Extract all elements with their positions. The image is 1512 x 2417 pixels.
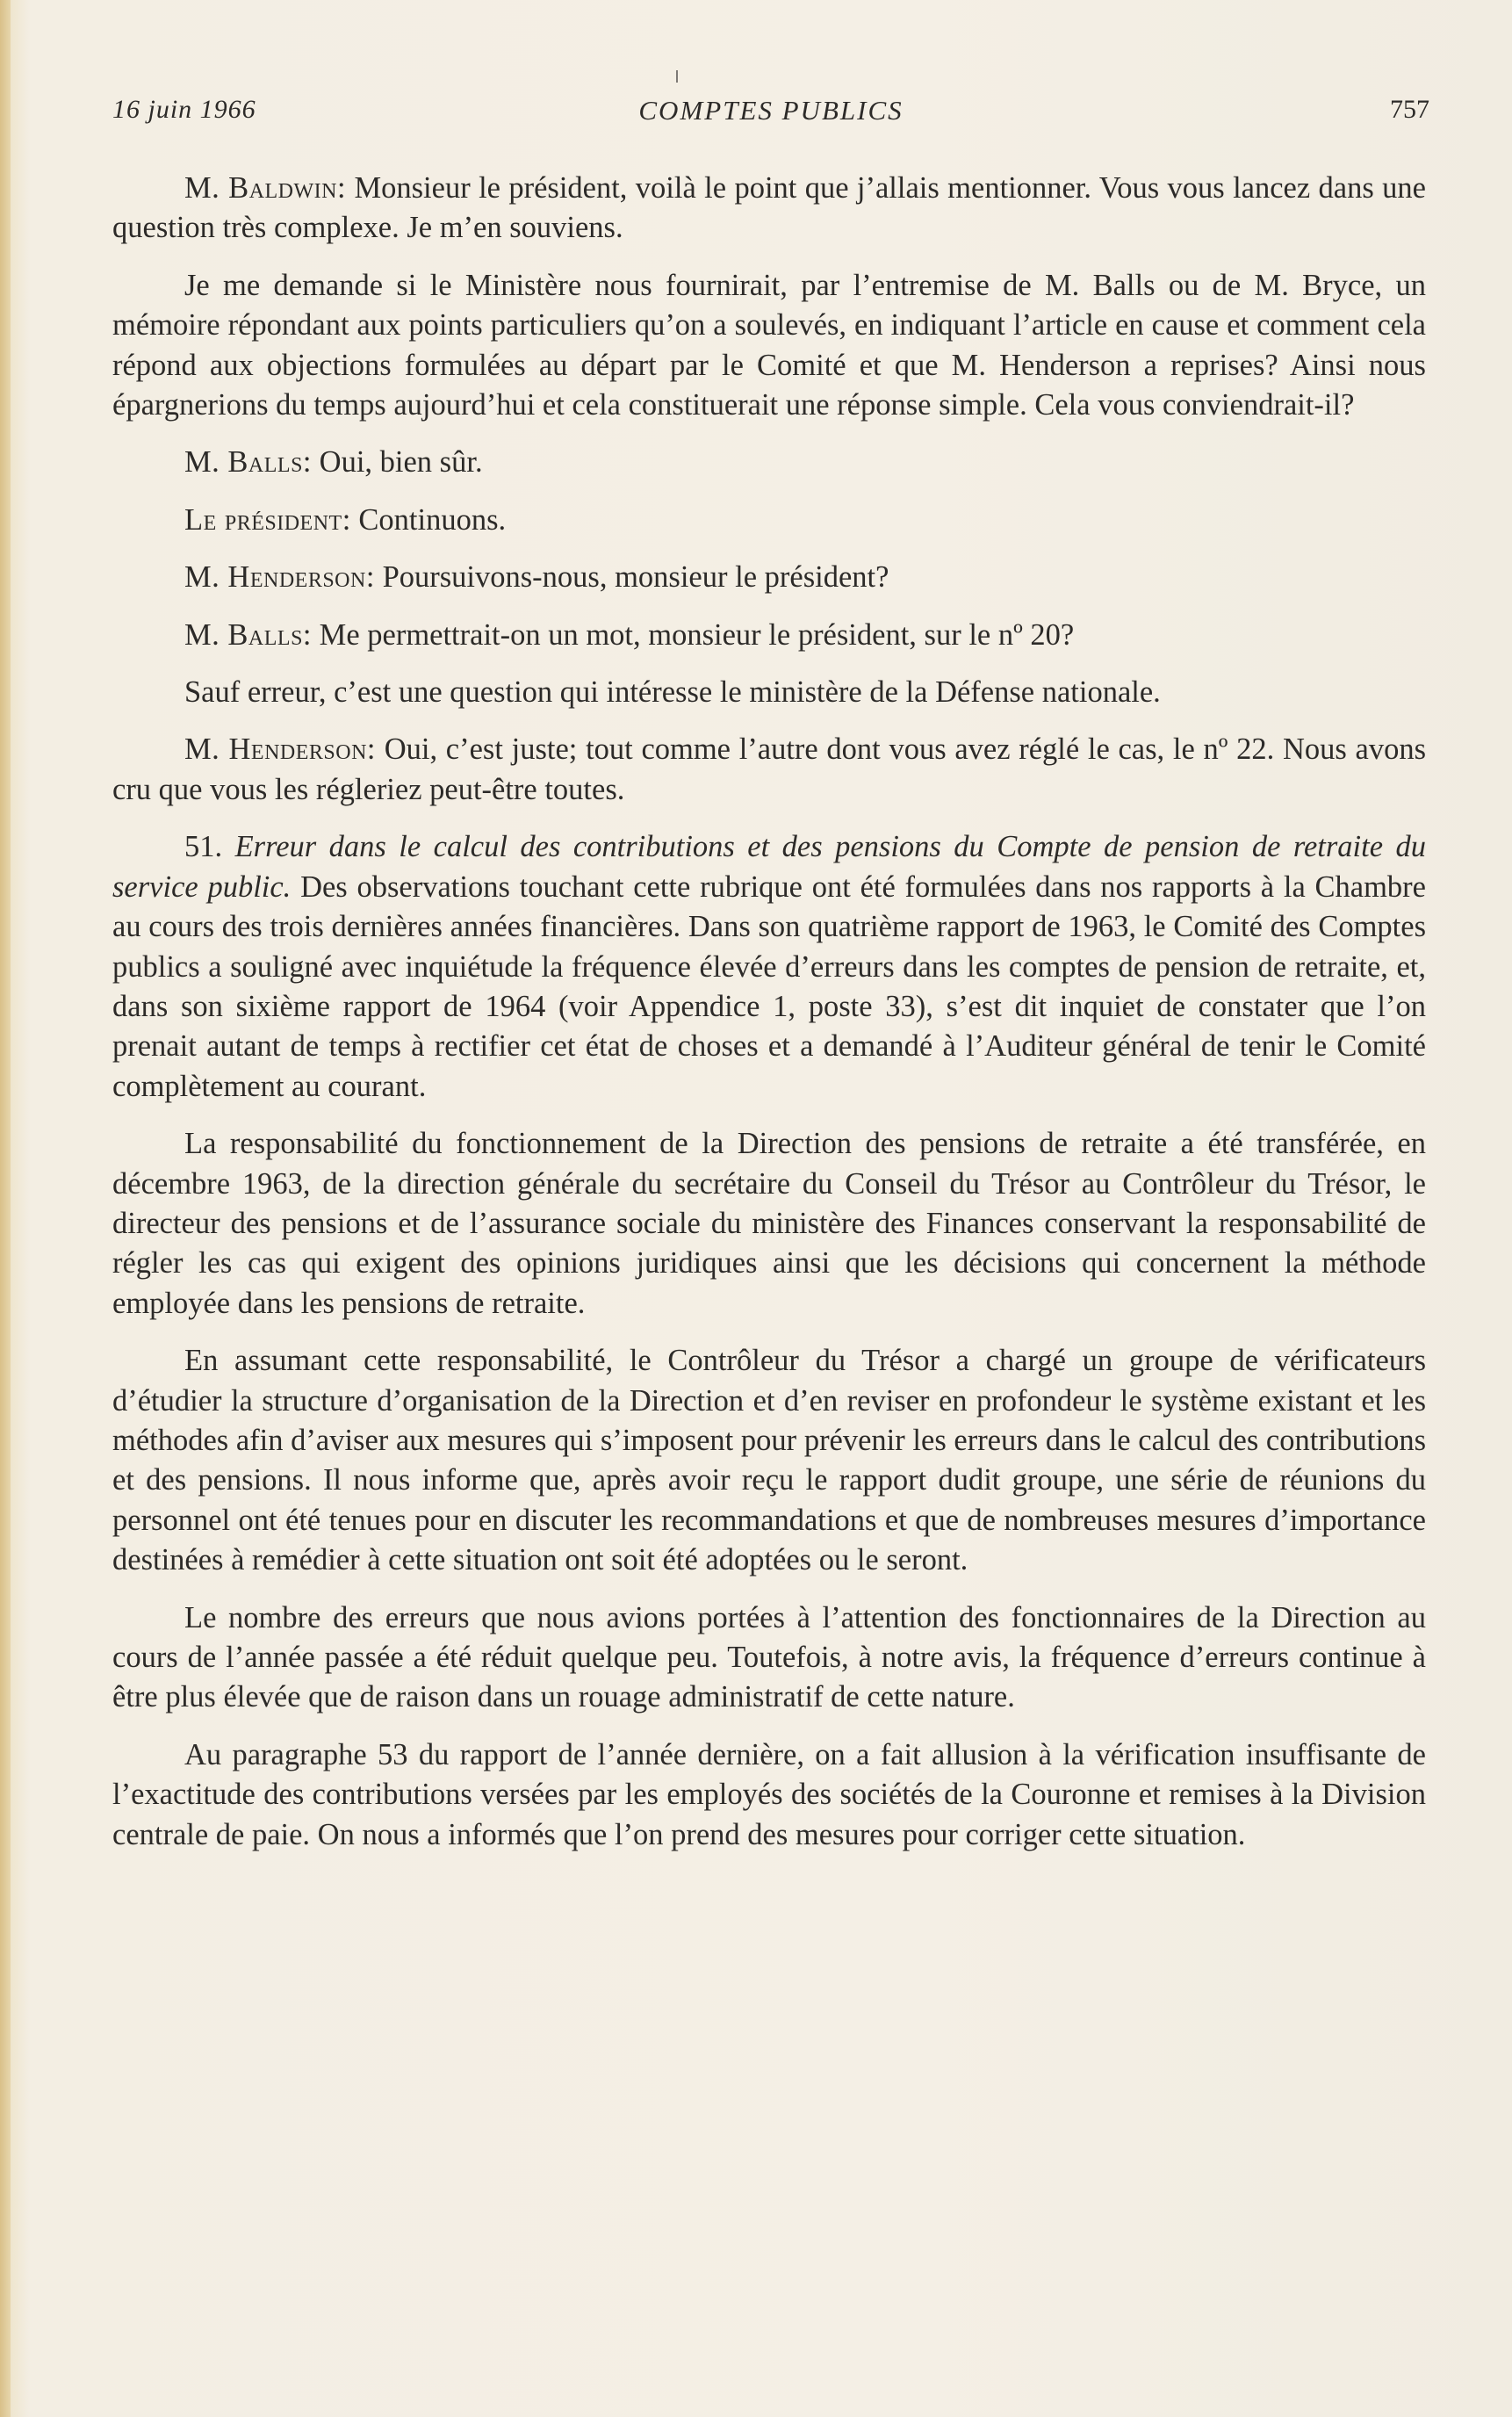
paragraph-text: Des observations touchant cette rubrique ont été formulées dans nos rapports à la Chambre au cours des trois dernières années financières. Dans son quatrième rapport de 1963, le Comité des Comptes publics a souligné avec inquiétude la fréquence élevée d’erreurs dans les comptes de pension de retraite, et, dans son sixième rapport de 1964 (voir Appendice 1, poste 33), s’est dit inquiet de constater que l’on prenait autant de temps à rectifier cet état de choses et a demandé à l’Auditeur général de tenir le Comité complètement au courant. (112, 869, 1426, 1103)
header-date: 16 juin 1966 (112, 95, 256, 124)
paragraph-text: Oui, c’est juste; tout comme l’autre dont vous avez réglé le cas, le nº 22. Nous avons cru que vous les régleriez peut-être toutes. (112, 732, 1426, 806)
paragraph-12 (112, 1598, 1426, 1718)
paragraph-2 (112, 266, 1426, 426)
paragraph-text: Poursuivons-nous, monsieur le président? (374, 560, 889, 595)
paragraph-51 (112, 827, 1426, 1107)
paragraph-1 (112, 169, 1426, 249)
body-text (112, 169, 1426, 1872)
paragraph-6 (112, 616, 1426, 655)
book-spine-edge (0, 0, 11, 2417)
speaker-name: M. Henderson: (184, 732, 377, 767)
page-number: 757 (1390, 95, 1429, 124)
speaker-name: Le président: (184, 502, 351, 537)
paragraph-text: Oui, bien sûr. (312, 445, 483, 480)
paragraph-4 (112, 501, 1426, 540)
paragraph-11 (112, 1341, 1426, 1580)
paragraph-8 (112, 730, 1426, 810)
paragraph-text: En assumant cette responsabilité, le Contrôleur du Trésor a chargé un groupe de vérificateurs d’étudier la structure d’organisation de la Direction et d’en reviser en profondeur le système existant et les méthodes afin d’aviser aux mesures qui s’imposent pour prévenir les erreurs dans le calcul des contributions et des pensions. Il nous informe que, après avoir reçu le rapport dudit groupe, une série de réunions du personnel ont été tenues pour en discuter les recommandations et que de nombreuses mesures d’importance destinées à remédier à cette situation ont soit été adoptées ou le seront. (112, 1344, 1426, 1577)
paragraph-10 (112, 1124, 1426, 1324)
paragraph-text: Le nombre des erreurs que nous avions portées à l’attention des fonctionnaires de la Direction au cours de l’année passée a été réduit quelque peu. Toutefois, à notre avis, la fréquence d’erreurs continue à être plus élevée que de raison dans un rouage administratif de cette nature. (112, 1600, 1426, 1714)
paragraph-7 (112, 673, 1426, 712)
printer-mark (676, 70, 678, 83)
running-header (112, 95, 1429, 139)
paragraph-text: Sauf erreur, c’est une question qui intéresse le ministère de la Défense nationale. (184, 675, 1161, 710)
paragraph-3 (112, 443, 1426, 482)
speaker-name: M. Baldwin: (184, 171, 347, 205)
speaker-name: M. Henderson: (184, 560, 375, 595)
paragraph-number: 51. (184, 830, 235, 864)
paragraph-text: Au paragraphe 53 du rapport de l’année dernière, on a fait allusion à la vérification insuffisante de l’exactitude des contributions versées par les employés des sociétés de la Couronne et remises à la Division centrale de paie. On nous a informés que l’on prend des mesures pour corriger cette situation. (112, 1737, 1426, 1851)
paragraph-5 (112, 558, 1426, 597)
speaker-name: M. Balls: (184, 445, 313, 480)
paragraph-text: Me permettrait-on un mot, monsieur le président, sur le nº 20? (312, 617, 1075, 652)
paragraph-text: Continuons. (350, 502, 507, 537)
speaker-name: M. Balls: (184, 617, 313, 652)
header-title: COMPTES PUBLICS (638, 95, 904, 126)
paragraph-text: Je me demande si le Ministère nous fournirait, par l’entremise de M. Balls ou de M. Bryce, un mémoire répondant aux points particuliers qu’on a soulevés, en indiquant l’article en cause et comment cela répond aux objections formulées au départ par le Comité et que M. Henderson a reprises? Ainsi nous épargnerions du temps aujourd’hui et cela constituerait une réponse simple. Cela vous conviendrait-il? (112, 268, 1426, 422)
paragraph-text: Monsieur le président, voilà le point que j’allais mentionner. Vous vous lancez dans une question très complexe. Je m’en souviens. (112, 171, 1426, 245)
paragraph-text: La responsabilité du fonctionnement de la Direction des pensions de retraite a été transférée, en décembre 1963, de la direction générale du secrétaire du Conseil du Trésor au Contrôleur du Trésor, le directeur des pensions et de l’assurance sociale du ministère des Finances conservant la responsabilité de régler les cas qui exigent des opinions juridiques ainsi que les décisions qui concernent la méthode employée dans les pensions de retraite. (112, 1127, 1426, 1320)
section-heading: Erreur dans le calcul des contributions et des pensions du Compte de pension de retraite du service public. (112, 830, 1426, 904)
paragraph-13 (112, 1735, 1426, 1855)
